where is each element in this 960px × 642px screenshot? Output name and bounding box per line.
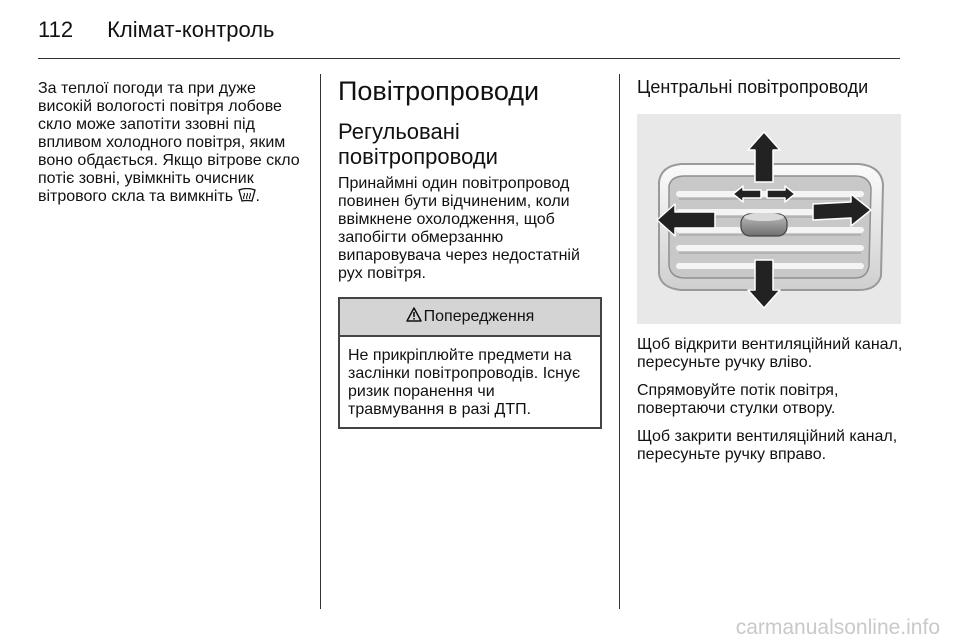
warning-header <box>340 299 600 337</box>
header-rule <box>38 58 900 59</box>
intro-paragraph-end: . <box>255 188 260 205</box>
column-3 <box>637 72 903 474</box>
column-divider-1 <box>320 74 321 609</box>
central-vents-text <box>637 336 903 464</box>
watermark: carmanualsonline.info <box>735 616 940 639</box>
warning-title: Попередження <box>423 308 535 325</box>
column-1 <box>38 80 303 208</box>
intro-paragraph-text: За теплої погоди та при дуже високій вологості повітря лобове скло може запотіти ззовні під впливом холодного повітря, яким воно обдається. Якщо вітрове скло потіє зовні, увімкніть очисник вітрового скла та вимкніть <box>38 80 300 205</box>
page-header <box>38 10 275 50</box>
vents-paragraph: Принаймні один повітропровод повинен бути відчиненим, коли ввімкнене охолодження, щоб запобігти обмерзанню випаровувача через недостатній рух повітря. <box>338 175 580 282</box>
central-vents-heading: Центральні повітропроводи <box>637 77 869 97</box>
windshield-defrost-icon <box>238 188 256 208</box>
column-divider-2 <box>619 74 620 609</box>
subsection-heading: Регульовані повітропроводи <box>338 119 498 169</box>
page-number: 112 <box>38 17 74 42</box>
warning-text: Не прикріплюйте предмети на заслінки повітропроводів. Існує ризик поранення чи травмування в разі ДТП. <box>348 347 581 418</box>
page-title: Клімат-контроль <box>107 17 275 42</box>
paragraph-direct: Спрямовуйте потік повітря, повертаючи стулки отвору. <box>637 382 839 417</box>
paragraph-close: Щоб закрити вентиляційний канал, пересуньте ручку вправо. <box>637 428 898 463</box>
column-2 <box>338 72 602 429</box>
paragraph-open: Щоб відкрити вентиляційний канал, пересуньте ручку вліво. <box>637 336 903 371</box>
air-vent-illustration <box>637 114 901 324</box>
section-heading: Повітропроводи <box>338 76 540 106</box>
intro-paragraph <box>38 80 303 208</box>
warning-box <box>338 297 602 429</box>
warning-triangle-icon <box>406 307 422 327</box>
